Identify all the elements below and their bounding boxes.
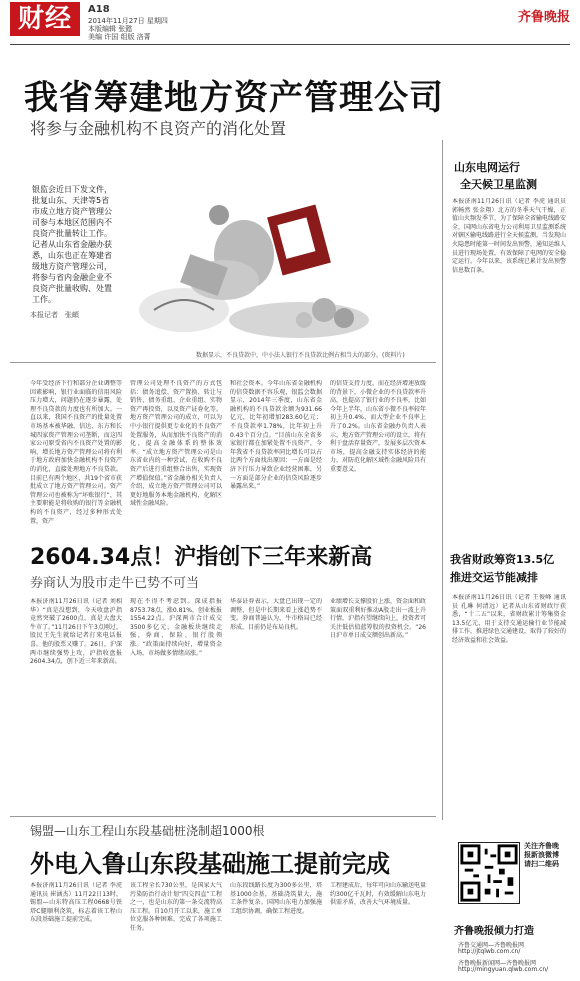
story2-column-2: 现在不得不考虑到。深成指报8753.78点，涨0.81%，创业板报1554.22点。沪深两市合计成交3500多亿元，金融板块继续走强，券商、保险、银行股领涨。“政策面持续向好，增量资金入场，市场做多情绪高涨。” [130,598,222,657]
qr-caption: 关注齐鲁晚报新浪微博 请扫二维码 [524,842,559,868]
story2-column-1: 本报济南11月26日讯（记者 刘相华）“真是没想到，今天收盘沪指竟然突破了2600点，真是大盘大牛市了。”11月26日下午3点刚过，股民王先生就给记者打来电话报喜。他的股票又赚了。26日，沪深两市继续强势上攻，沪指收盘报2604.34点，创下近三年来新高。 [30,598,122,666]
section-logo: 财经 [10,2,80,36]
issue-date: 2014年11月27日 星期四 [88,17,168,25]
article-column-4: 的信贷支持力度，而在经济增速放缓的背景下，小微企业的不良贷款率升高，也提高了银行业的不良率，比如今年上半年，山东省小微不良率较年初上升0.4%，而大型企业不良率上升了0.2%。山东省金融办负责人表示，地方资产管理公司的设立，将有利于盘活存量资产，发展多层次资本市场，提高金融支持实体经济的能力，对防范化解区域性金融风险具有重要意义。 [330,380,426,473]
story3-headline: 外电入鲁山东段基础施工提前完成 [30,850,390,878]
section-divider-2 [10,816,436,817]
promo-link-1[interactable]: http://jtqlwb.com.cn/ [458,948,521,955]
story2-column-4: 业绩增长支撑股价上涨，资金面和政策面双重利好推动A股走出一波上升行情，沪指有望继续向上，投资者可关注低估值蓝筹股的投资机会。“26日沪市单日成交额创出新高。” [330,598,426,640]
story3-kicker: 锡盟—山东工程山东段基础桩浇制超1000根 [30,824,265,838]
cartoon-illustration [124,170,384,344]
story3-column-4: 工程建成后，每年可向山东输送电量约300亿千瓦时，有效缓解山东电力供需矛盾，改善大气环境质量。 [330,882,426,907]
sidebar-headline-1a: 山东电网运行 [454,161,520,174]
story2-subhead: 券商认为股市走牛已势不可当 [30,576,200,591]
designer-line: 美编 许国 组版 洛菁 [88,33,151,41]
promo-line-1: 齐鲁交通网—齐鲁晚报网 [458,942,525,949]
promo-link-2[interactable]: http://mingyuan.qlwb.com.cn/ [458,966,549,973]
page-number: A18 [88,4,110,15]
article-column-3: 和社会资本。今年山东省金融机构的信贷数据不容乐观，银监会数据显示，2014年三季度，山东省金融机构的不良贷款余额为931.66亿元，比年初增加283.60亿元；不良贷款率1.78%，比年初上升0.43个百分点。“目前山东全省多家银行都在加紧处置不良资产，今年我省不良贷款率同比增长可以占比两个方面找出原因：一方面是经济下行压力导致企业经营困难，另一方面是部分企业的信贷风险逐步暴露出来。” [230,380,322,491]
sidebar-rule [442,140,443,820]
sidebar-headline-1b: 全天候卫星监测 [460,178,537,191]
story3-column-2: 该工程全长730公里，是国家大气污染防治行动计划“四交四直”工程之一，也是山东的第一条交流特高压工程。自10月开工以来，施工单位克服各种困难，完成了各项施工任务。 [130,882,222,932]
story2-headline: 2604.34点！沪指创下三年来新高 [30,545,373,570]
image-caption: 数据显示，不良贷款中，中小法人银行不良贷款比例占相当大的部分。(资料片) [196,352,405,359]
paper-logo: 齐鲁晚报 [517,10,570,25]
sidebar-story-2: 本报济南11月26日讯（记者 王俊峰 通讯员 孔琳 何清远）记者从山东省财政厅获悉，“十二五”以来，省财政累计筹集资金13.5亿元，用于支持交通运输行业节能减排工作，推进绿色交通建设，取得了较好的经济效益和社会效益。 [452,594,566,644]
masthead [0,0,580,40]
promo-line-2: 齐鲁晚报新闻网—齐鲁晚报网 [458,960,537,967]
promo-title: 齐鲁晚报倾力打造 [454,926,534,937]
main-subhead: 将参与金融机构不良资产的消化处置 [30,119,287,138]
article-column-2: 管理公司处理不良资产的方式包括：债务追偿、资产置换、转让与销售、债务重组、企业重组、实物资产再投资，以及资产证券化等。地方资产管理公司的成立，可以为中小银行提供更专业化的不良资产处置服务，从而加快不良资产的消化，提高金融体系的整体效率。“成立地方资产管理公司是山东省业内的一种尝试，在收购不良资产后进行重组整合出售，实现资产增值保值。”省金融办相关负责人介绍，成立地方资产管理公司可以更好地服务本地金融机构，化解区域性金融风险。 [130,380,222,508]
lead-summary: 银监会近日下发文件，批复山东、天津等5省市成立地方资产管理公司参与本地区范围内不良资产批量转让工作。记者从山东省金融办获悉，山东也正在筹建省级地方资产管理公司，将参与省内金融企业不良资产批量收购、处置工作。 [32,185,112,304]
byline: 本报记者 张頔 [30,311,79,319]
story3-column-3: 山东段线路长度为300多公里，塔基1000余基，基础浇筑量大，施工条件复杂。国网山东电力加强施工组织协调，确保工程进度。 [230,882,322,915]
main-headline: 我省筹建地方资产管理公司 [24,78,444,118]
section-divider [10,362,436,363]
editor-line: 本版编辑 张懿 [88,25,133,33]
qr-code-icon[interactable] [458,842,520,904]
sidebar-headline-2a: 我省财政筹资13.5亿 [450,553,555,566]
header-divider [10,44,570,45]
sidebar-story-1: 本报济南11月26日讯（记者 李虎 通讯员 郭畅然 张金翔）北方的冬季天气干燥，正值山火频发季节，为了保障全省输电线路安全，国网山东省电力公司利用卫星监测系统对辖区输电线路进行全天候监测，当发现山火隐患时能第一时间发出预警，通知运维人员进行现场处置，有效保障了电网的安全稳定运行。今年以来，该系统已累计发出预警信息数百条。 [452,198,566,274]
story2-column-3: 华泰证券表示，大盘已出现一定的调整，但是中长期来看上涨趋势不变。券商普遍认为，牛市格局已经形成，目前仍是布局良机。 [230,598,322,631]
sidebar-headline-2b: 推进交运节能减排 [450,571,538,584]
article-column-1: 今年受经济下行和部分企业调整等因素影响，银行业面临的信用风险压力增大，问题仍在逐步暴露，处理不良贷款的力度也有所加大。一直以来，我国不良资产的批量处置市场基本被华融、信达、东方和长城四家资产管理公司垄断，而这四家公司原受省内不良资产处置的影响，增长地方资产管理公司将有利于地方政府加快金融机构不良资产的消化，直接处理地方不良贷款。目前已有两个地区，共19个省市获批成立了地方资产管理公司。资产管理公司也被称为“坏账银行”，其主要职能是将收购的银行等金融机构的不良资产，经过多种形式处置，资产 [30,380,122,525]
story3-column-1: 本报济南11月26日讯（记者 李虎 通讯员 崔涵杰）11月22日13时，锡盟—山东特高压工程0668号铁塔C腿顺利浇筑，标志着该工程山东段基础施工提前完成。 [30,882,122,924]
